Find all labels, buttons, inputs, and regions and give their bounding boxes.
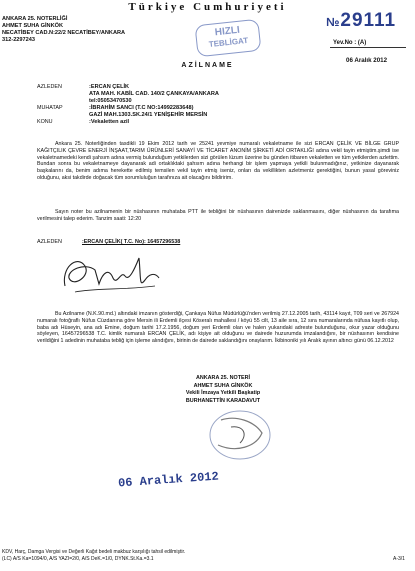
- party-label: KONU: [37, 118, 53, 125]
- serial-value: 29111: [340, 10, 397, 31]
- document-title: AZİLNAME: [181, 62, 234, 69]
- party-line: :İBRAHİM SANCI (T.C NO:14992283648): [89, 104, 194, 111]
- closing-line: ANKARA 25. NOTERİ: [195, 375, 250, 381]
- date-stamp: 06 Aralık 2012: [117, 469, 220, 491]
- party-line: :ERCAN ÇELİK: [89, 84, 130, 90]
- closing-line: BURHANETTİN KARADAVUT: [185, 397, 261, 404]
- notary-office-name: ANKARA 25. NOTERLİĞİ: [2, 16, 68, 22]
- closing-line: Vekili İmzaya Yetkili Başkatip: [185, 390, 261, 396]
- party-label: AZLEDEN: [37, 84, 62, 90]
- party-line: ATA MAH. KABİL CAD. 140/2 ÇANKAYA/ANKARA: [89, 90, 219, 97]
- signer-line: [37, 239, 180, 246]
- document-serial-number: [326, 10, 396, 32]
- body-paragraph-1: Ankara 25. Noterliğinden tasdikli 19 Ekim 2012 tarih ve 25241 yevmiye numaralı vekaletname ile sizi ERCAN ÇELİK VE BİLGE GRUP KAĞITÇILIK ÇEVRE ENERJİ İNŞAAT,TARIM ÜRÜNLERİ SANAYİ VE TİCARET ANONİM ŞİRKETİ ADİ ORTAKLIĞI adına vekil tayin etmiştim.şimdi ise vekaletnamedeki kendi şahsım adına vermiş bulunduğum yetkilerden sizi görülen lüzum üzerine bu günden itibaren vekaletten ve tüm yetkilerden azlettim. Bundan sonra bu vekaletnameye dayanarak adi ortaklıktaki şahsım adına herhangi bir işlem yapmaya yetkili bulunmadığınız, yetkinize dayanarak başkalarını da, benim adıma herekette edilmiş temsilen vekil tayin etmiş iseniz, onları da vekillikten azletmeniz gerektiğini, bunun yasal göreviniz olduğunu, aksi takdirde doğacak tüm sorumluluğun tarafınıza ait olacağını bildiririm.: [37, 141, 399, 181]
- party-muhatap: [37, 105, 397, 119]
- notary-name: AHMET SUHA GİNKÖK: [2, 23, 64, 29]
- yevmiye-label: Yev.No : (A): [333, 40, 367, 46]
- page-marker: A-3/1: [393, 556, 405, 562]
- notary-closing: [178, 375, 268, 405]
- body-paragraph-3: Bu Azilname (N.K.90.md.) altındaki imzanın gösterdiği, Çankaya Nüfus Müdürlüğü'nden verilmiş 27.12.2005 tarih, 43114 kayıt, T09 seri ve 267924 numaralı fotoğraflı Nüfus Cüzdanına göre Mersin ili Erdemli ilçesi Köseralı mahallesi / köyü 55 cilt, 13 aile sıra, 12 sıra numaralarında nüfusa kayıtlı olup, baba adı Hüseyin, ana adı Emine, doğum tarihi 17.2.1956, doğum yeri Erdemli olan ve halen yukarıdaki adreste bulunduğunu, okur yazar olduğunu söyleyen, 16457296538 T.C. kimlik numaralı ERCAN ÇELİK, adı kişiye ait olduğunu ve dairede huzurumda imzalandığını, bir nüshasının kendisine verildiğini 1 adedinin muhataba tebliğ için işleme alındığını, birinin de dairede saklandığını onaylarım. İkibinoniki yılı Aralık ayının altıncı günü 06.12.2012: [37, 311, 399, 344]
- signer-value: :ERCAN ÇELİK( T.C. No): 16457296538: [82, 239, 181, 245]
- body-paragraph-2: Sayın noter bu azilnamenin bir nüshasının muhataba PTT ile tebliğini bir nüshasının dairenizde saklanmasını, diğer nüshasının da tarafıma verilmesini talep ederim. Tanzim saati: 12:20: [37, 209, 399, 222]
- closing-line: AHMET SUHA GİNKÖK: [193, 382, 253, 389]
- parties-block: [37, 84, 397, 125]
- serial-prefix: №: [326, 15, 341, 29]
- notary-info-block: [2, 16, 172, 44]
- footer-line-2: (LC) A/S Ka=1094/0, A/S YAZI=2/0, A/S DeK.=1/0, DYNK.St.Ka.=3.1: [2, 556, 154, 562]
- party-azleden: [37, 84, 397, 105]
- party-line: tel:05053470530: [89, 97, 132, 104]
- header-divider: [330, 47, 406, 48]
- footer-block: [2, 549, 185, 563]
- party-konu: [37, 119, 397, 126]
- stamp-hizli-text: HIZLI: [214, 24, 241, 39]
- stamp-teblig-text: TEBLİGAT: [208, 35, 249, 50]
- party-line: :Vekaletten azil: [89, 118, 130, 125]
- hizli-tebligat-stamp: [195, 19, 262, 58]
- party-label: MUHATAP: [37, 104, 63, 111]
- party-line: GAZİ MAH.1303.SK.24/1 YENİŞEHİR MERSİN: [89, 111, 208, 118]
- notary-phone: 312-2297243: [2, 37, 35, 43]
- document-header-title: Türkiye Cumhuriyeti: [128, 1, 287, 13]
- notary-address: NECATİBEY CAD.N:22/2 NECATİBEY/ANKARA: [2, 30, 126, 36]
- signer-label: AZLEDEN: [37, 239, 62, 245]
- footer-line-1: KDV, Harç, Damga Vergisi ve Değerli Kağıt bedeli makbuz karşılığı tahsil edilmiştir.: [2, 549, 186, 555]
- notary-seal-icon: [196, 405, 286, 465]
- handwritten-signature: [55, 248, 175, 298]
- document-date: 06 Aralık 2012: [346, 57, 388, 64]
